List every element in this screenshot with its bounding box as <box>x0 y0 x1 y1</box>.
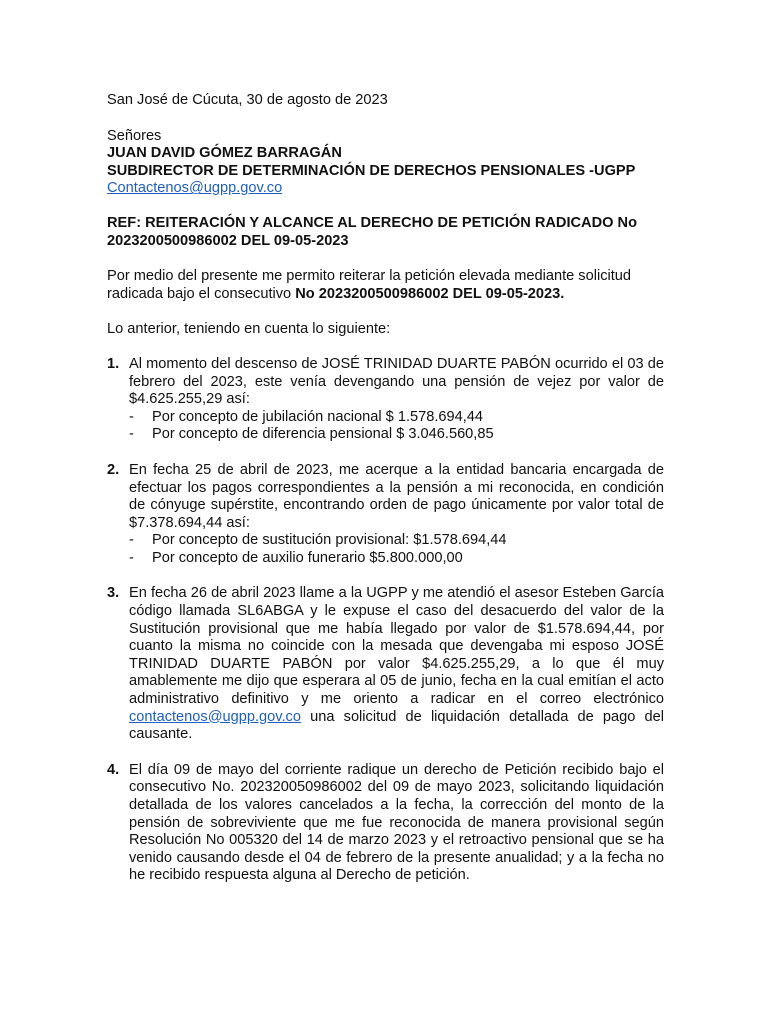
list-item <box>107 532 664 550</box>
point-4 <box>107 762 664 885</box>
dash-bullet: - <box>129 532 134 549</box>
intro-paragraph <box>107 268 664 303</box>
point-number: 2. <box>107 461 120 478</box>
point-text-part: En fecha 26 de abril 2023 llame a la UGPP y me atendió el asesor Esteben García código llamada SL6ABGA y le expuse el caso del desacuerdo del valor de la Sustitución provisional que me había llegado por valor de $1.578.694,44, por cuanto la misma no coincide con la mesada que devengaba mi esposo JOSÉ TRINIDAD DUARTE PABÓN por valor $4.625.255,29, a lo que él muy amablemente me dijo que esperara al 05 de junio, fecha en la cual emitían el acto administrativo definitivo y me oriento a radicar en el correo electrónico <box>129 585 664 708</box>
sub-list <box>107 532 664 567</box>
point-text <box>129 585 664 743</box>
point-text: En fecha 25 de abril de 2023, me acerque a la entidad bancaria encargada de efectuar los pagos correspondientes a la pensión a mi reconocida, en condición de cónyuge supérstite, encontrando orden de pago únicamente por valor total de $7.378.694,44 así: <box>129 461 664 531</box>
salutation: Señores <box>107 127 162 144</box>
point-number: 4. <box>107 761 120 778</box>
point-text: El día 09 de mayo del corriente radique un derecho de Petición recibido bajo el consecutivo No. 202320050986002 del 09 de mayo 2023, solicitando liquidación detallada de los valores cancelados a la fecha, la corrección del monto de la pensión de sobreviviente que me fue reconocida de manera provisional según Resolución No 005320 del 14 de marzo 2023 y el retroactivo pensional que se ha venido causando desde el 04 de febrero de la presente anualidad; y a la fecha no he recibido respuesta alguna al Derecho de petición. <box>129 761 664 884</box>
addressee-position: SUBDIRECTOR DE DETERMINACIÓN DE DERECHOS PENSIONALES -UGPP <box>107 162 636 179</box>
list-item-text: Por concepto de auxilio funerario $5.800.000,00 <box>152 549 463 566</box>
list-item <box>107 550 664 568</box>
date-line: San José de Cúcuta, 30 de agosto de 2023 <box>107 92 388 108</box>
point-text-part: una solicitud de liquidación detallada de pago del causante. <box>129 708 664 743</box>
addressee-email-link[interactable]: Contactenos@ugpp.gov.co <box>107 180 283 197</box>
point-number: 1. <box>107 355 120 372</box>
dash-bullet: - <box>129 549 134 566</box>
point-1 <box>107 356 664 444</box>
dash-bullet: - <box>129 426 134 443</box>
list-item <box>107 409 664 427</box>
point-text: Al momento del descenso de JOSÉ TRINIDAD DUARTE PABÓN ocurrido el 03 de febrero del 2023, este venía devengando una pensión de vejez por valor de $4.625.255,29 así: <box>129 355 664 408</box>
contact-email-link[interactable]: contactenos@ugpp.gov.co <box>129 708 301 725</box>
numbered-points <box>107 356 664 885</box>
list-item-text: Por concepto de sustitución provisional: $1.578.694,44 <box>152 532 507 549</box>
intro-text: Por medio del presente me permito reiterar la petición elevada mediante solicitud radicada bajo el consecutivo <box>107 268 632 302</box>
dash-bullet: - <box>129 408 134 425</box>
point-number: 3. <box>107 585 120 602</box>
intro-radicado: No 2023200500986002 DEL 09-05-2023. <box>295 285 565 302</box>
sub-list <box>107 409 664 444</box>
lead-paragraph: Lo anterior, teniendo en cuenta lo siguiente: <box>107 321 391 338</box>
point-2 <box>107 462 664 568</box>
list-item-text: Por concepto de diferencia pensional $ 3.046.560,85 <box>152 426 494 443</box>
point-3 <box>107 585 664 743</box>
addressee-name: JUAN DAVID GÓMEZ BARRAGÁN <box>107 145 342 162</box>
reference-line: REF: REITERACIÓN Y ALCANCE AL DERECHO DE PETICIÓN RADICADO No 2023200500986002 DEL 09-05-2023 <box>107 214 637 249</box>
list-item-text: Por concepto de jubilación nacional $ 1.578.694,44 <box>152 408 484 425</box>
list-item <box>107 426 664 444</box>
addressee-block <box>107 128 664 198</box>
